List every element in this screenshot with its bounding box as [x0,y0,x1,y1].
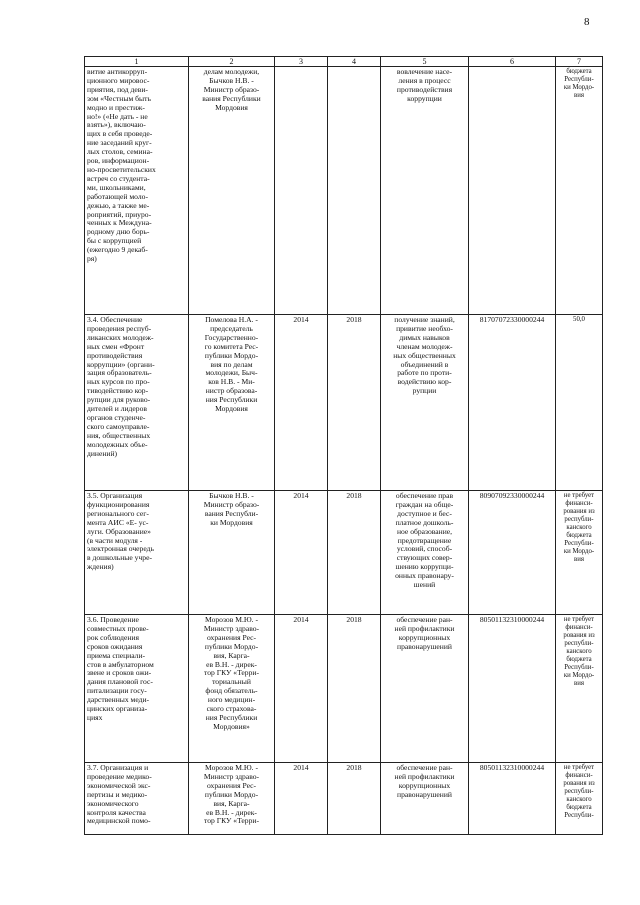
measures-table [84,56,603,835]
table-header-row [85,57,603,67]
table-row [85,763,603,835]
funding-cell: бюджета Республи- ки Мордо- вия [556,67,603,315]
result-cell: получение знаний, привитие необхо- димых навыков членам молодеж- ных общественных объединений в работе по проти- водействию кор- рупции [381,315,469,491]
executor-cell: Помелова Н.А. - председатель Государственно- го комитета Рес- публики Мордо- вия по делам молодежи, Быч- ков Н.В. - Ми- нистр образова- ния Республики Мордовия [189,315,275,491]
budget-code-cell [469,67,556,315]
budget-code-cell: 80907092330000244 [469,491,556,615]
budget-code-cell: 80501132310000244 [469,615,556,763]
executor-cell: делам молодежи, Бычков Н.В. - Министр образо- вания Республики Мордовия [189,67,275,315]
measure-cell: 3.5. Организация функционирования регионального сег- мента АИС «Е- ус- луги. Образование» (в части модуля - электронная очередь в дошкольные учре- ждения) [85,491,189,615]
measure-cell: 3.7. Организация и проведение медико- экономической экс- пертизы и медико- экономического контроля качества медицинской помо- [85,763,189,835]
executor-cell: Бычков Н.В. - Министр образо- вания Республи- ки Мордовия [189,491,275,615]
column-header: 4 [328,57,381,67]
table-row [85,615,603,763]
page-number: 8 [584,16,590,28]
measure-cell: 3.6. Проведение совместных прове- рок соблюдения сроков ожидания приема специали- стов в амбулаторном звене и сроков ожи- дания плановой гос- питализации госу- дарственных меди- цинских организа- циях [85,615,189,763]
start-year-cell: 2014 [275,615,328,763]
column-header: 1 [85,57,189,67]
budget-code-cell: 80501132310000244 [469,763,556,835]
end-year-cell: 2018 [328,491,381,615]
result-cell: обеспечение ран- ней профилактики коррупционных правонарушений [381,763,469,835]
funding-cell: 50,0 [556,315,603,491]
end-year-cell [328,67,381,315]
start-year-cell: 2014 [275,763,328,835]
funding-cell: не требует финанси- рования из республи- канского бюджета Республи- [556,763,603,835]
column-header: 7 [556,57,603,67]
table-row [85,67,603,315]
column-header: 6 [469,57,556,67]
table-row [85,315,603,491]
budget-code-cell: 81707072330000244 [469,315,556,491]
result-cell: вовлечение насе- ления в процесс противодействия коррупции [381,67,469,315]
column-header: 2 [189,57,275,67]
funding-cell: не требует финанси- рования из республи- канского бюджета Республи- ки Мордо- вия [556,615,603,763]
end-year-cell: 2018 [328,315,381,491]
table-row [85,491,603,615]
end-year-cell: 2018 [328,763,381,835]
executor-cell: Морозов М.Ю. - Министр здраво- охранения Рес- публики Мордо- вия, Карга- ев В.Н. - дирек- тор ГКУ «Терри- [189,763,275,835]
column-header: 3 [275,57,328,67]
measure-cell: витие антикорруп- ционного мировос- приятия, под деви- зом «Честным быть модно и престиж- но!» («Не дать - не взять»), включаю- щих в себя проведе- ние заседаний круг- лых столов, семина- ров, информацион- но-просветительских встреч со студента- ми, школьниками, работающей моло- дежью, а также ме- роприятий, приуро- ченных к Междуна- родному дню борь- бы с коррупцией (ежегодно 9 декаб- ря) [85,67,189,315]
result-cell: обеспечение прав граждан на обще- доступное и бес- платное дошколь- ное образование, предотвращение условий, способ- ствующих совер- шению коррупци- онных правонару- шений [381,491,469,615]
executor-cell: Морозов М.Ю. - Министр здраво- охранения Рес- публики Мордо- вия, Карга- ев В.Н. - дирек- тор ГКУ «Терри- ториальный фонд обязатель- ного медицин- ского страхова- ния Республики Мордовия» [189,615,275,763]
start-year-cell [275,67,328,315]
funding-cell: не требует финанси- рования из республи- канского бюджета Республи- ки Мордо- вия [556,491,603,615]
end-year-cell: 2018 [328,615,381,763]
start-year-cell: 2014 [275,491,328,615]
start-year-cell: 2014 [275,315,328,491]
measure-cell: 3.4. Обеспечение проведения респуб- ликанских молодеж- ных смен «Фронт противодействия коррупции» (органи- зация образователь- ных курсов по про- тиводействию кор- рупции для руково- дителей и лидеров органов студенче- ского самоуправле- ния, общественных молодежных объе- динений) [85,315,189,491]
result-cell: обеспечение ран- ней профилактики коррупционных правонарушений [381,615,469,763]
column-header: 5 [381,57,469,67]
